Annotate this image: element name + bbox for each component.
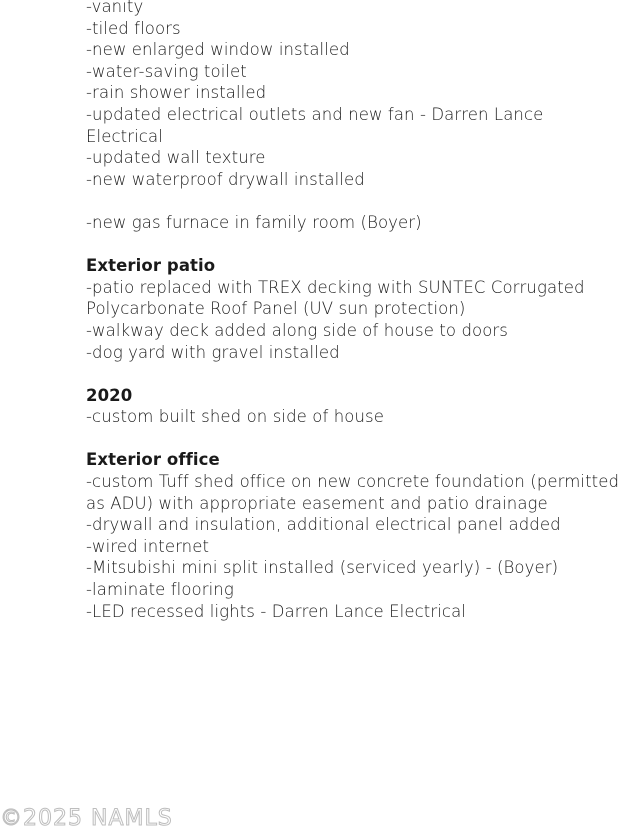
list-item: -wired internet (86, 536, 210, 556)
list-item: -new waterproof drywall installed (86, 169, 365, 189)
exterior-office-section (86, 449, 640, 622)
section-heading: Exterior office (86, 450, 220, 470)
list-item: -updated electrical outlets and new fan - Darren Lance (86, 104, 544, 124)
document-body (86, 0, 640, 622)
list-item: -laminate flooring (86, 580, 234, 600)
paragraph-spacer (86, 363, 640, 385)
section-heading: 2020 (86, 385, 133, 405)
list-item-continuation: Polycarbonate Roof Panel (UV sun protection) (86, 299, 466, 319)
list-item: -Mitsubishi mini split installed (serviced yearly) - (Boyer) (86, 558, 559, 578)
furnace-item: -new gas furnace in family room (Boyer) (86, 212, 422, 232)
list-item: -tiled floors (86, 18, 181, 38)
list-item-continuation: as ADU) with appropriate easement and patio drainage (86, 493, 548, 513)
exterior-patio-section (86, 255, 640, 363)
paragraph-spacer (86, 234, 640, 256)
list-item: -custom Tuff shed office on new concrete foundation (permitted (86, 472, 620, 492)
list-item: -water-saving toilet (86, 61, 247, 81)
list-item: -drywall and insulation, additional electrical panel added (86, 515, 561, 535)
bathroom-updates-list (86, 0, 640, 190)
list-item-continuation: Electrical (86, 126, 163, 146)
section-heading: Exterior patio (86, 256, 216, 276)
list-item: -LED recessed lights - Darren Lance Electrical (86, 601, 466, 621)
list-item: -dog yard with gravel installed (86, 342, 340, 362)
paragraph-spacer (86, 190, 640, 212)
copyright-watermark: ©2025 NAMLS (0, 806, 173, 831)
list-item: -rain shower installed (86, 83, 267, 103)
year-2020-section (86, 385, 640, 428)
list-item: -updated wall texture (86, 148, 266, 168)
list-item: -patio replaced with TREX decking with SUNTEC Corrugated (86, 277, 585, 297)
list-item: -custom built shed on side of house (86, 407, 384, 427)
paragraph-spacer (86, 428, 640, 450)
list-item: -walkway deck added along side of house to doors (86, 320, 508, 340)
list-item: -new enlarged window installed (86, 40, 350, 60)
list-item: -vanity (86, 0, 144, 16)
